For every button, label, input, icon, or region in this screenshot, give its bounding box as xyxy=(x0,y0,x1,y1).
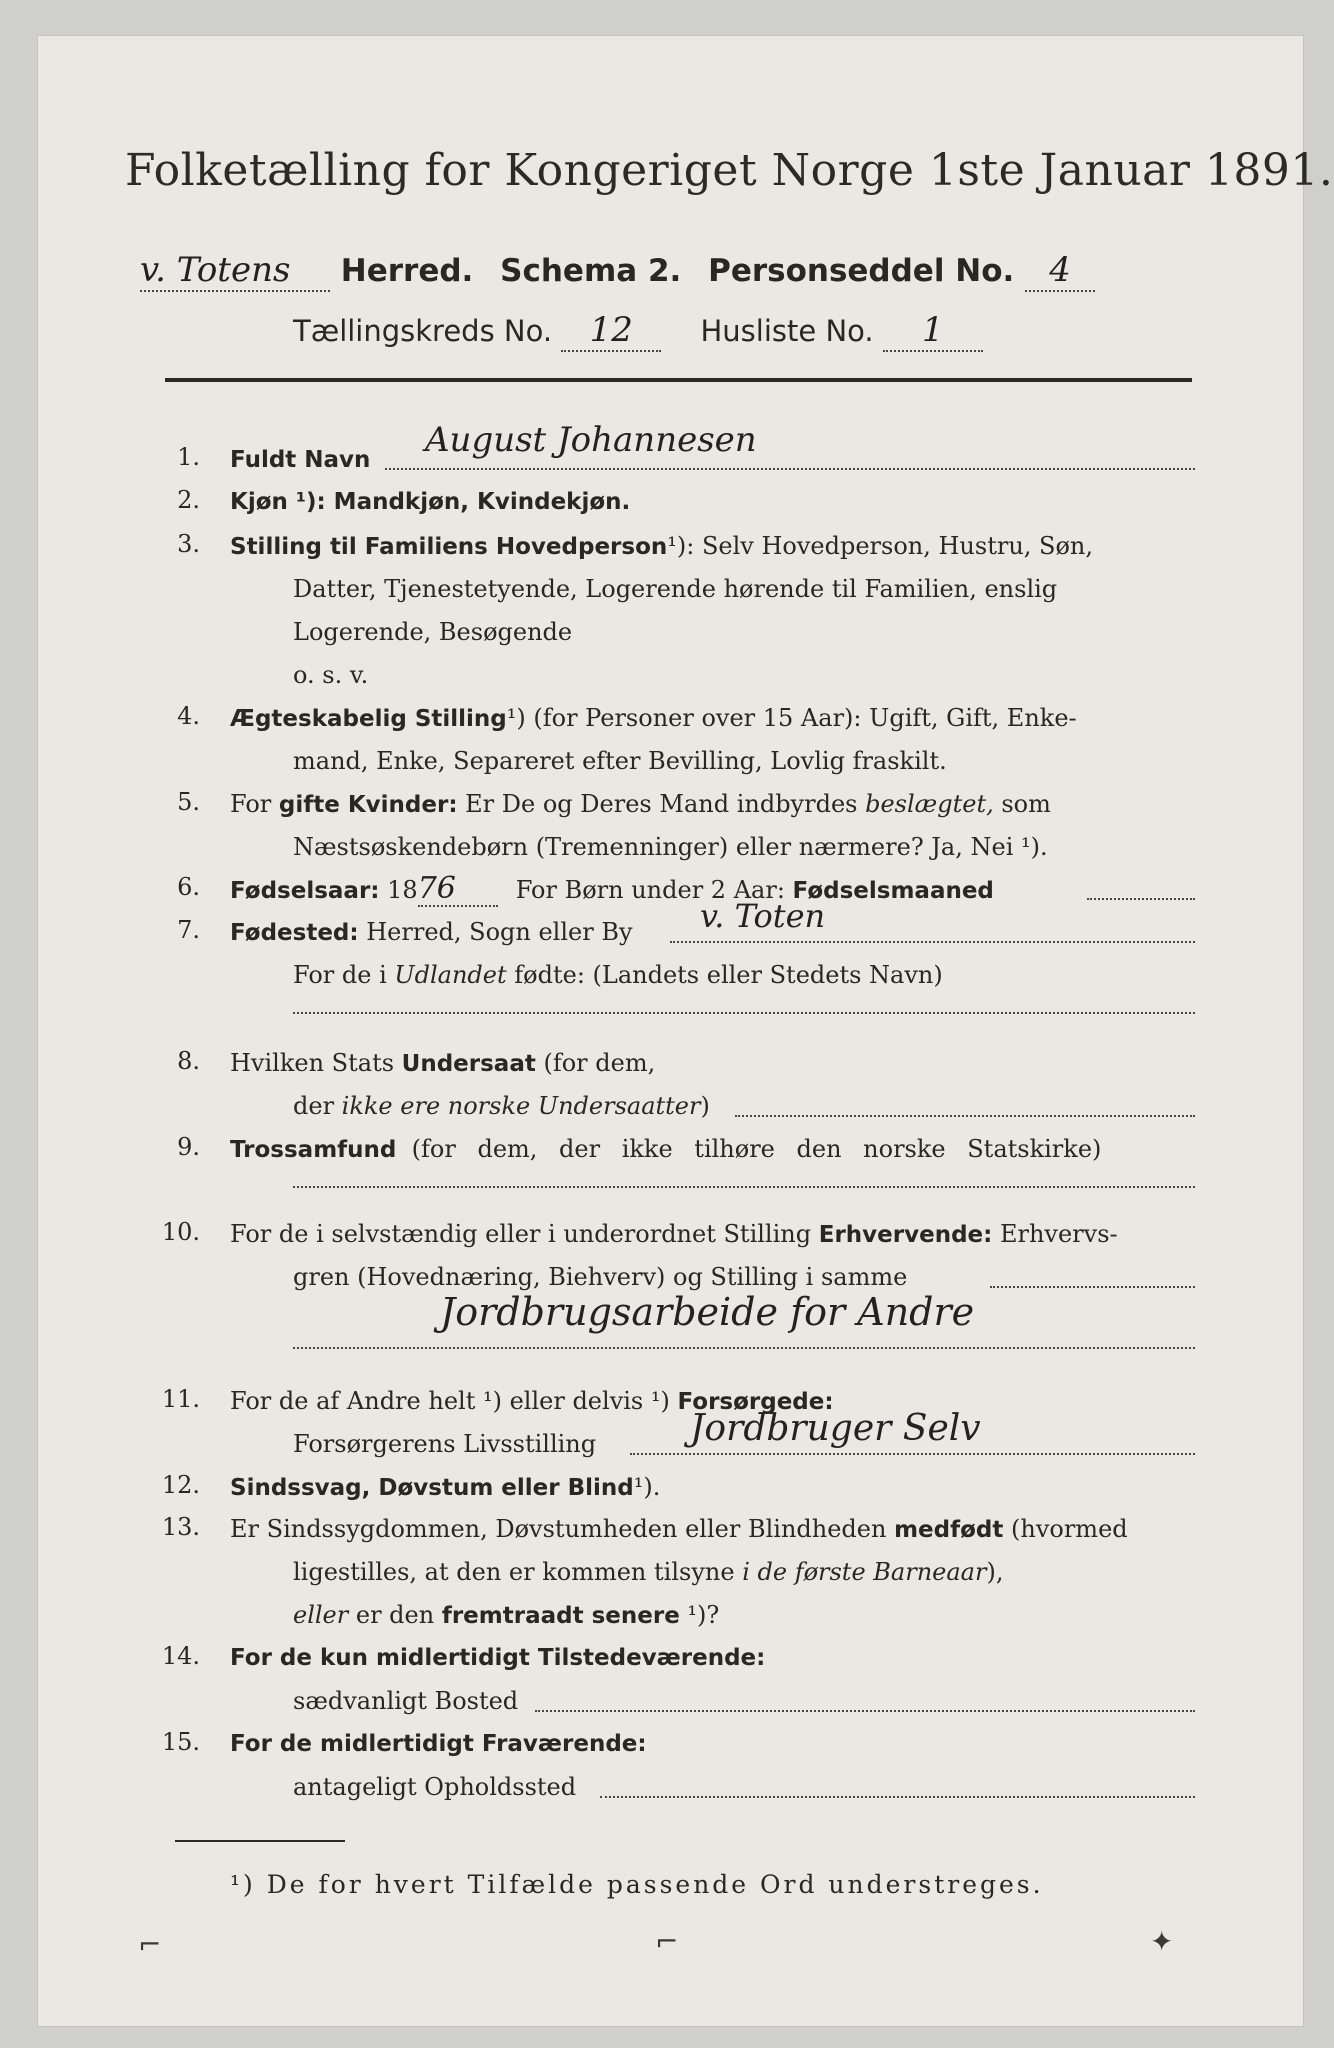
item-number: 7. xyxy=(177,916,200,944)
item-7-cont1: For de i Udlandet fødte: (Landets eller Stedets Navn) xyxy=(293,961,943,989)
item-number: 6. xyxy=(177,873,200,901)
item-1-label: Fuldt Navn xyxy=(230,447,371,473)
item-3-cont2: Logerende, Besøgende xyxy=(293,618,573,646)
item-8-line xyxy=(735,1115,1195,1117)
item-11-line xyxy=(630,1453,1195,1455)
item-5-cont1: Næstsøskendebørn (Tremenninger) eller nærmere? Ja, Nei ¹). xyxy=(293,833,1048,861)
footnote-rule xyxy=(175,1840,345,1842)
item-10-cont1: gren (Hovednæring, Biehverv) og Stilling i samme xyxy=(293,1263,908,1291)
item-8-cont1: der ikke ere norske Undersaatter) xyxy=(293,1092,710,1120)
item-15-text: For de midlertidigt Fraværende: xyxy=(230,1731,647,1757)
item-6-text: Fødselsaar: 1876 For Børn under 2 Aar: Fødselsmaaned xyxy=(230,871,994,906)
item-5-text: For gifte Kvinder: Er De og Deres Mand indbyrdes beslægtet, som xyxy=(230,790,1051,818)
item-14-text: For de kun midlertidigt Tilstedeværende: xyxy=(230,1645,766,1671)
item-14-line xyxy=(535,1710,1195,1712)
form-title: Folketælling for Kongeriget Norge 1ste Januar 1891. xyxy=(125,145,1334,196)
item-9-line xyxy=(293,1186,1195,1188)
item-3-cont3: o. s. v. xyxy=(293,661,369,689)
schema-label: Schema 2. xyxy=(500,253,682,289)
item-number: 1. xyxy=(177,443,200,471)
item-11-value: Jordbruger Selv xyxy=(690,1408,981,1449)
corner-mark-right: ✦ xyxy=(1150,1925,1174,1958)
item-11-text: For de af Andre helt ¹) eller delvis ¹) Forsørgede: xyxy=(230,1387,834,1415)
item-number: 12. xyxy=(161,1471,200,1499)
item-number: 14. xyxy=(161,1642,200,1670)
item-10-line1 xyxy=(990,1286,1195,1288)
corner-mark-left: ⌐ xyxy=(138,1928,162,1961)
item-12-text: Sindssvag, Døvstum eller Blind¹). xyxy=(230,1473,661,1501)
item-13-cont1: ligestilles, at den er kommen tilsyne i de første Barneaar), xyxy=(293,1558,1004,1586)
item-15-cont1: antageligt Opholdssted xyxy=(293,1773,577,1801)
item-10-text: For de i selvstændig eller i underordnet Stilling Erhvervende: Erhvervs- xyxy=(230,1220,1118,1248)
item-number: 8. xyxy=(177,1047,200,1075)
item-number: 9. xyxy=(177,1133,200,1161)
taellingskreds-value: 12 xyxy=(561,310,661,352)
item-13-cont2: eller er den fremtraadt senere ¹)? xyxy=(293,1601,720,1629)
corner-mark-center: ⌐ xyxy=(655,1925,679,1958)
item-4-text: Ægteskabelig Stilling¹) (for Personer over 15 Aar): Ugift, Gift, Enke- xyxy=(230,704,1077,732)
item-1-value: August Johannesen xyxy=(425,420,757,460)
item-7-line xyxy=(670,941,1195,943)
item-7-value: v. Toten xyxy=(700,897,826,935)
item-15-line xyxy=(600,1796,1195,1798)
item-number: 3. xyxy=(177,530,200,558)
husliste-value: 1 xyxy=(883,310,983,352)
item-3-text: Stilling til Familiens Hovedperson¹): Selv Hovedperson, Hustru, Søn, xyxy=(230,532,1094,560)
item-number: 4. xyxy=(177,702,200,730)
item-number: 11. xyxy=(161,1385,200,1413)
item-14-cont1: sædvanligt Bosted xyxy=(293,1687,519,1715)
item-13-text: Er Sindssygdommen, Døvstumheden eller Blindheden medfødt (hvormed xyxy=(230,1515,1128,1543)
item-10-line2 xyxy=(293,1347,1195,1349)
item-7-line2 xyxy=(293,1012,1195,1014)
header-rule xyxy=(165,378,1192,382)
item-number: 2. xyxy=(177,486,200,514)
item-number: 15. xyxy=(161,1728,200,1756)
personseddel-label: Personseddel No. xyxy=(708,253,1015,289)
footnote: ¹) De for hvert Tilfælde passende Ord understreges. xyxy=(230,1870,1044,1899)
herred-value: v. Totens xyxy=(140,250,330,292)
item-number: 13. xyxy=(161,1513,200,1541)
personseddel-value: 4 xyxy=(1025,250,1095,292)
item-1-line xyxy=(385,468,1195,470)
item-6-line xyxy=(1087,898,1195,900)
item-number: 5. xyxy=(177,788,200,816)
taellingskreds-label: Tællingskreds No. xyxy=(293,314,553,348)
item-9-text: Trossamfund (for dem, der ikke tilhøre den norske Statskirke) xyxy=(230,1135,1102,1163)
item-4-cont1: mand, Enke, Separeret efter Bevilling, Lovlig fraskilt. xyxy=(293,747,947,775)
item-11-cont1: Forsørgerens Livsstilling xyxy=(293,1430,597,1458)
item-3-cont1: Datter, Tjenestetyende, Logerende hørende til Familien, enslig xyxy=(293,575,1058,603)
item-8-text: Hvilken Stats Undersaat (for dem, xyxy=(230,1049,656,1077)
herred-label: Herred. xyxy=(340,253,474,289)
item-number: 10. xyxy=(161,1218,200,1246)
herred-line xyxy=(140,250,1095,292)
item-7-text: Fødested: Herred, Sogn eller By xyxy=(230,918,633,946)
husliste-label: Husliste No. xyxy=(700,314,874,348)
item-10-value: Jordbrugsarbeide for Andre xyxy=(440,1290,975,1334)
taellingskreds-line xyxy=(293,310,983,352)
item-2-text: Kjøn ¹): Mandkjøn, Kvindekjøn. xyxy=(230,489,631,515)
